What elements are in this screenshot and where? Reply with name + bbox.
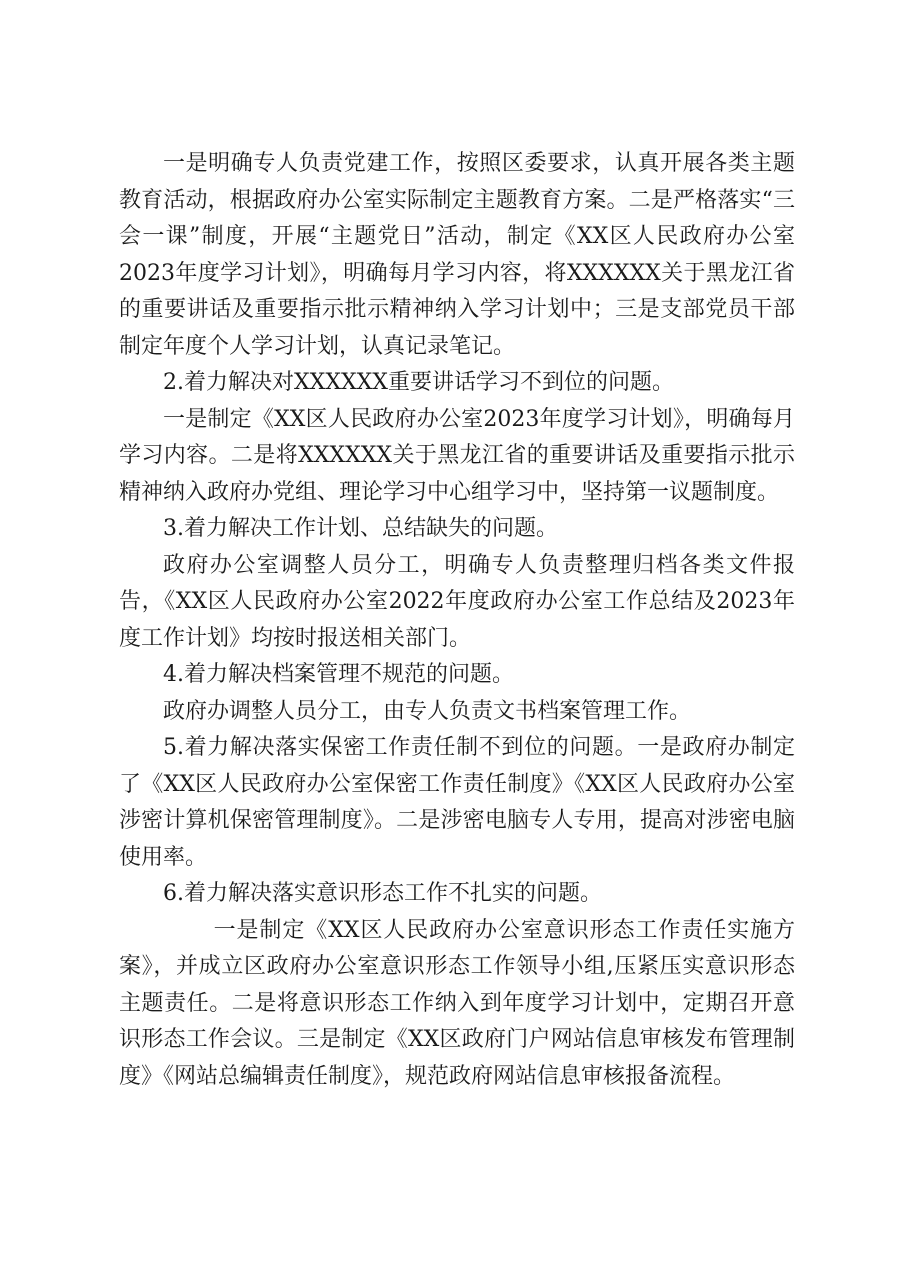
paragraph-item-3: 政府办公室调整人员分工，明确专人负责整理归档各类文件报告，《XX区人民政府办公室2022年度政府办公室工作总结及2023年度工作计划》均按时报送相关部门。	[119, 552, 795, 651]
heading-item-2: 2.着力解决对XXXXXX重要讲话学习不到位的问题。	[163, 370, 674, 395]
paragraph-item-6: 一是制定《XX区人民政府办公室意识形态工作责任实施方案》，并成立区政府办公室意识形态工作领导小组,压紧压实意识形态主题责任。二是将意识形态工作纳入到年度学习计划中，定期召开意识形态工作会议。三是制定《XX区政府门户网站信息审核发布管理制度》《网站总编辑责任制度》，规范政府网站信息审核报备流程。	[119, 917, 795, 1089]
paragraph-party-building: 一是明确专人负责党建工作，按照区委要求，认真开展各类主题教育活动，根据政府办公室实际制定主题教育方案。二是严格落实“三会一课”制度，开展“主题党日”活动，制定《XX区人民政府办公室2023年度学习计划》，明确每月学习内容，将XXXXXX关于黑龙江省的重要讲话及重要指示批示精神纳入学习计划中；三是支部党员干部制定年度个人学习计划，认真记录笔记。	[119, 151, 795, 359]
paragraph-item-4: 政府办调整人员分工，由专人负责文书档案管理工作。	[163, 698, 692, 724]
heading-item-3: 3.着力解决工作计划、总结缺失的问题。	[163, 516, 558, 541]
paragraph-item-5: 5.着力解决落实保密工作责任制不到位的问题。一是政府办制定了《XX区人民政府办公室保密工作责任制度》《XX区人民政府办公室涉密计算机保密管理制度》。二是涉密电脑专人专用，提高对涉密电脑使用率。	[119, 735, 795, 870]
document-body	[119, 146, 795, 1095]
heading-item-4: 4.着力解决档案管理不规范的问题。	[163, 662, 514, 687]
paragraph-item-2: 一是制定《XX区人民政府办公室2023年度学习计划》，明确每月学习内容。二是将XXXXXX关于黑龙江省的重要讲话及重要指示批示精神纳入政府办党组、理论学习中心组学习中，坚持第一议题制度。	[119, 406, 795, 505]
heading-item-6: 6.着力解决落实意识形态工作不扎实的问题。	[163, 881, 602, 906]
